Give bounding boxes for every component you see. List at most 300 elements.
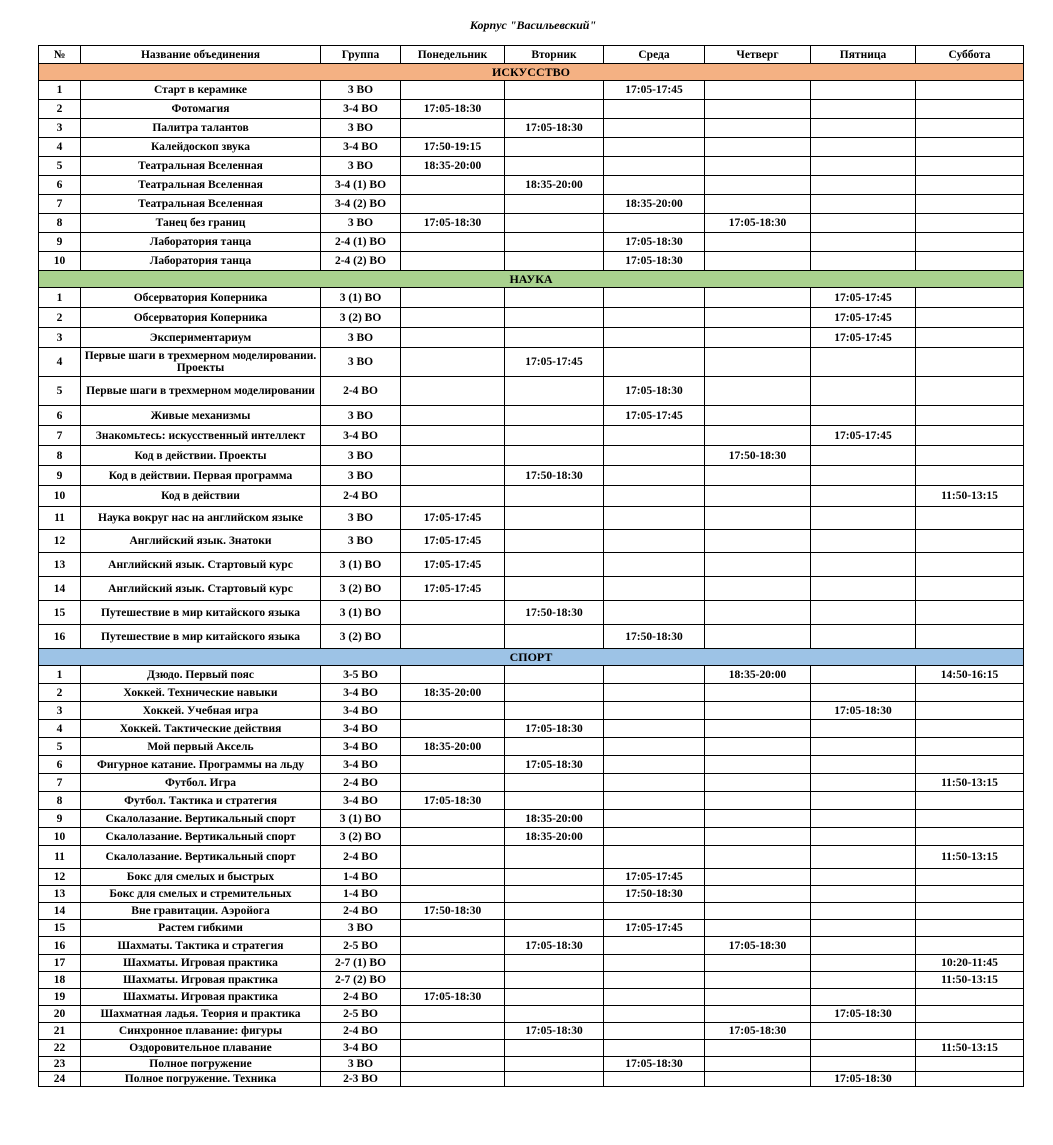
row-wednesday (604, 100, 705, 119)
row-saturday (916, 446, 1024, 466)
table-row (39, 989, 1024, 1006)
row-wednesday (604, 601, 705, 625)
row-tuesday (505, 214, 604, 233)
row-number: 15 (39, 920, 81, 937)
row-group: 2-5 ВО (321, 1006, 401, 1023)
row-name: Живые механизмы (81, 406, 321, 426)
table-row (39, 1023, 1024, 1040)
row-name: Код в действии (81, 486, 321, 507)
row-tuesday: 17:05-18:30 (505, 720, 604, 738)
table-row (39, 1072, 1024, 1087)
row-friday: 17:05-17:45 (811, 426, 916, 446)
row-monday: 17:05-18:30 (401, 792, 505, 810)
row-wednesday (604, 1006, 705, 1023)
row-saturday (916, 553, 1024, 577)
row-name: Шахматы. Игровая практика (81, 955, 321, 972)
row-monday (401, 406, 505, 426)
row-tuesday (505, 328, 604, 348)
row-monday: 17:05-18:30 (401, 100, 505, 119)
row-monday (401, 1006, 505, 1023)
row-number: 21 (39, 1023, 81, 1040)
row-number: 4 (39, 138, 81, 157)
row-number: 23 (39, 1057, 81, 1072)
row-group: 2-7 (1) ВО (321, 955, 401, 972)
header-name: Название объединения (81, 46, 321, 64)
row-wednesday (604, 756, 705, 774)
row-friday (811, 666, 916, 684)
row-number: 5 (39, 157, 81, 176)
row-friday (811, 903, 916, 920)
row-tuesday (505, 684, 604, 702)
row-wednesday (604, 955, 705, 972)
table-row (39, 486, 1024, 507)
row-name: Путешествие в мир китайского языка (81, 601, 321, 625)
row-wednesday: 17:05-18:30 (604, 377, 705, 406)
row-thursday (705, 288, 811, 308)
row-monday (401, 81, 505, 100)
row-saturday (916, 756, 1024, 774)
row-wednesday (604, 138, 705, 157)
row-friday (811, 601, 916, 625)
row-thursday (705, 377, 811, 406)
row-friday (811, 846, 916, 869)
row-thursday (705, 308, 811, 328)
row-name: Первые шаги в трехмерном моделировании. Проекты (81, 348, 321, 377)
row-saturday (916, 869, 1024, 886)
row-group: 1-4 ВО (321, 869, 401, 886)
row-group: 3 ВО (321, 157, 401, 176)
row-saturday (916, 601, 1024, 625)
row-number: 1 (39, 81, 81, 100)
table-row (39, 406, 1024, 426)
row-tuesday (505, 288, 604, 308)
row-monday (401, 288, 505, 308)
row-group: 3 ВО (321, 446, 401, 466)
row-wednesday (604, 702, 705, 720)
row-saturday (916, 195, 1024, 214)
row-wednesday: 17:05-17:45 (604, 869, 705, 886)
row-name: Полное погружение (81, 1057, 321, 1072)
section-header-sport (39, 649, 1024, 666)
row-number: 2 (39, 308, 81, 328)
row-friday: 17:05-17:45 (811, 308, 916, 328)
row-name: Футбол. Игра (81, 774, 321, 792)
row-name: Фигурное катание. Программы на льду (81, 756, 321, 774)
row-number: 3 (39, 119, 81, 138)
table-row (39, 738, 1024, 756)
schedule-body (39, 64, 1024, 1087)
row-group: 3 (1) ВО (321, 288, 401, 308)
header-wednesday: Среда (604, 46, 705, 64)
row-thursday (705, 138, 811, 157)
row-number: 2 (39, 100, 81, 119)
row-name: Калейдоскоп звука (81, 138, 321, 157)
row-saturday (916, 702, 1024, 720)
table-row (39, 774, 1024, 792)
row-friday: 17:05-18:30 (811, 1072, 916, 1087)
row-group: 3 ВО (321, 507, 401, 530)
row-wednesday (604, 176, 705, 195)
row-friday (811, 100, 916, 119)
row-monday (401, 920, 505, 937)
row-monday: 17:50-18:30 (401, 903, 505, 920)
row-tuesday (505, 738, 604, 756)
row-number: 1 (39, 666, 81, 684)
row-thursday (705, 738, 811, 756)
row-tuesday (505, 989, 604, 1006)
row-group: 3 (2) ВО (321, 577, 401, 601)
row-tuesday (505, 1040, 604, 1057)
row-thursday: 17:05-18:30 (705, 937, 811, 955)
row-number: 9 (39, 810, 81, 828)
row-tuesday: 17:50-18:30 (505, 466, 604, 486)
row-wednesday: 17:05-17:45 (604, 81, 705, 100)
row-tuesday (505, 406, 604, 426)
table-row (39, 792, 1024, 810)
row-friday: 17:05-18:30 (811, 702, 916, 720)
row-number: 4 (39, 720, 81, 738)
table-row (39, 426, 1024, 446)
row-tuesday: 17:05-18:30 (505, 1023, 604, 1040)
row-number: 8 (39, 446, 81, 466)
row-tuesday: 17:50-18:30 (505, 601, 604, 625)
row-friday (811, 738, 916, 756)
row-thursday (705, 466, 811, 486)
row-wednesday: 17:05-17:45 (604, 920, 705, 937)
table-row (39, 214, 1024, 233)
row-group: 3 (2) ВО (321, 828, 401, 846)
row-friday: 17:05-17:45 (811, 288, 916, 308)
row-tuesday (505, 577, 604, 601)
row-thursday (705, 507, 811, 530)
row-friday (811, 869, 916, 886)
row-monday (401, 720, 505, 738)
row-group: 3-4 ВО (321, 756, 401, 774)
row-saturday (916, 1006, 1024, 1023)
row-monday: 17:05-18:30 (401, 214, 505, 233)
row-number: 1 (39, 288, 81, 308)
row-group: 2-4 ВО (321, 903, 401, 920)
header-monday: Понедельник (401, 46, 505, 64)
row-group: 3 ВО (321, 1057, 401, 1072)
row-saturday (916, 507, 1024, 530)
row-tuesday (505, 195, 604, 214)
row-friday (811, 684, 916, 702)
row-saturday (916, 252, 1024, 271)
row-tuesday: 17:05-18:30 (505, 937, 604, 955)
row-wednesday (604, 792, 705, 810)
row-name: Лаборатория танца (81, 252, 321, 271)
table-row (39, 195, 1024, 214)
row-group: 3-4 ВО (321, 738, 401, 756)
section-header-art (39, 64, 1024, 81)
row-name: Дзюдо. Первый пояс (81, 666, 321, 684)
row-group: 3 ВО (321, 81, 401, 100)
row-saturday (916, 81, 1024, 100)
row-saturday (916, 1072, 1024, 1087)
row-name: Старт в керамике (81, 81, 321, 100)
row-thursday (705, 955, 811, 972)
row-name: Хоккей. Тактические действия (81, 720, 321, 738)
row-group: 3 ВО (321, 214, 401, 233)
row-name: Хоккей. Технические навыки (81, 684, 321, 702)
row-wednesday: 17:50-18:30 (604, 625, 705, 649)
row-friday (811, 828, 916, 846)
document-title: Корпус "Васильевский" (469, 18, 597, 32)
row-group: 2-5 ВО (321, 937, 401, 955)
row-number: 16 (39, 937, 81, 955)
row-monday (401, 308, 505, 328)
row-group: 3-4 ВО (321, 138, 401, 157)
row-monday (401, 252, 505, 271)
row-thursday (705, 406, 811, 426)
row-thursday (705, 328, 811, 348)
row-name: Театральная Вселенная (81, 176, 321, 195)
table-row (39, 81, 1024, 100)
row-friday (811, 577, 916, 601)
row-friday (811, 348, 916, 377)
row-saturday (916, 308, 1024, 328)
table-row (39, 530, 1024, 553)
row-group: 3-5 ВО (321, 666, 401, 684)
row-thursday (705, 989, 811, 1006)
table-row (39, 720, 1024, 738)
row-friday: 17:05-18:30 (811, 1006, 916, 1023)
table-row (39, 972, 1024, 989)
row-tuesday (505, 446, 604, 466)
row-wednesday (604, 972, 705, 989)
row-name: Бокс для смелых и быстрых (81, 869, 321, 886)
row-saturday (916, 530, 1024, 553)
row-monday (401, 774, 505, 792)
row-group: 2-4 ВО (321, 846, 401, 869)
row-monday: 18:35-20:00 (401, 738, 505, 756)
row-name: Фотомагия (81, 100, 321, 119)
row-friday (811, 756, 916, 774)
row-tuesday (505, 1057, 604, 1072)
row-friday (811, 553, 916, 577)
row-wednesday (604, 466, 705, 486)
row-monday (401, 601, 505, 625)
row-name: Шахматная ладья. Теория и практика (81, 1006, 321, 1023)
row-group: 3-4 ВО (321, 720, 401, 738)
row-saturday (916, 348, 1024, 377)
row-monday (401, 119, 505, 138)
row-tuesday (505, 1006, 604, 1023)
header-group: Группа (321, 46, 401, 64)
row-group: 3 (2) ВО (321, 308, 401, 328)
row-monday (401, 756, 505, 774)
row-group: 3 ВО (321, 119, 401, 138)
row-tuesday: 18:35-20:00 (505, 176, 604, 195)
row-tuesday (505, 81, 604, 100)
row-number: 5 (39, 377, 81, 406)
row-tuesday (505, 666, 604, 684)
table-row (39, 1006, 1024, 1023)
row-monday: 17:05-17:45 (401, 530, 505, 553)
row-monday: 18:35-20:00 (401, 157, 505, 176)
row-tuesday (505, 530, 604, 553)
row-name: Английский язык. Знатоки (81, 530, 321, 553)
row-name: Вне гравитации. Аэройога (81, 903, 321, 920)
row-monday (401, 328, 505, 348)
row-friday (811, 1057, 916, 1072)
row-monday: 17:05-18:30 (401, 989, 505, 1006)
row-number: 16 (39, 625, 81, 649)
row-tuesday (505, 507, 604, 530)
row-saturday (916, 684, 1024, 702)
row-wednesday (604, 1072, 705, 1087)
row-name: Театральная Вселенная (81, 157, 321, 176)
row-friday (811, 157, 916, 176)
row-monday (401, 176, 505, 195)
row-thursday (705, 553, 811, 577)
table-row (39, 252, 1024, 271)
row-thursday (705, 233, 811, 252)
row-monday: 18:35-20:00 (401, 684, 505, 702)
row-wednesday (604, 846, 705, 869)
section-title: ИСКУССТВО (39, 64, 1024, 81)
row-group: 3 ВО (321, 406, 401, 426)
row-group: 3-4 (2) ВО (321, 195, 401, 214)
row-thursday (705, 577, 811, 601)
row-number: 6 (39, 176, 81, 195)
row-number: 14 (39, 903, 81, 920)
row-name: Футбол. Тактика и стратегия (81, 792, 321, 810)
row-wednesday: 17:05-18:30 (604, 233, 705, 252)
row-friday (811, 195, 916, 214)
row-friday (811, 176, 916, 195)
row-friday (811, 920, 916, 937)
row-monday (401, 955, 505, 972)
row-thursday (705, 1006, 811, 1023)
table-row (39, 886, 1024, 903)
row-monday (401, 702, 505, 720)
row-group: 3 ВО (321, 328, 401, 348)
row-thursday: 17:50-18:30 (705, 446, 811, 466)
table-row (39, 176, 1024, 195)
row-number: 13 (39, 553, 81, 577)
row-name: Экспериментариум (81, 328, 321, 348)
row-monday (401, 426, 505, 446)
row-thursday (705, 886, 811, 903)
table-row (39, 138, 1024, 157)
row-name: Шахматы. Игровая практика (81, 972, 321, 989)
row-number: 18 (39, 972, 81, 989)
row-name: Палитра талантов (81, 119, 321, 138)
row-group: 3-4 ВО (321, 100, 401, 119)
row-friday (811, 486, 916, 507)
row-name: Первые шаги в трехмерном моделировании (81, 377, 321, 406)
row-name: Театральная Вселенная (81, 195, 321, 214)
row-monday (401, 233, 505, 252)
row-wednesday (604, 486, 705, 507)
row-group: 3 (1) ВО (321, 601, 401, 625)
row-friday (811, 233, 916, 252)
header-saturday: Суббота (916, 46, 1024, 64)
row-tuesday (505, 625, 604, 649)
row-saturday (916, 810, 1024, 828)
row-monday (401, 937, 505, 955)
row-wednesday (604, 666, 705, 684)
row-number: 11 (39, 507, 81, 530)
row-monday (401, 1072, 505, 1087)
table-row (39, 446, 1024, 466)
row-number: 11 (39, 846, 81, 869)
row-thursday: 18:35-20:00 (705, 666, 811, 684)
row-thursday (705, 684, 811, 702)
row-thursday (705, 530, 811, 553)
row-friday (811, 1040, 916, 1057)
section-title: НАУКА (39, 271, 1024, 288)
row-number: 10 (39, 828, 81, 846)
row-thursday (705, 792, 811, 810)
table-row (39, 869, 1024, 886)
row-wednesday (604, 214, 705, 233)
table-row (39, 577, 1024, 601)
section-header-sci (39, 271, 1024, 288)
row-group: 2-4 (1) ВО (321, 233, 401, 252)
row-friday (811, 406, 916, 426)
row-monday: 17:05-17:45 (401, 577, 505, 601)
row-friday (811, 810, 916, 828)
row-saturday (916, 920, 1024, 937)
row-saturday (916, 100, 1024, 119)
row-thursday (705, 1057, 811, 1072)
row-group: 1-4 ВО (321, 886, 401, 903)
row-wednesday (604, 308, 705, 328)
row-number: 24 (39, 1072, 81, 1087)
table-row (39, 601, 1024, 625)
row-monday (401, 446, 505, 466)
row-tuesday (505, 702, 604, 720)
row-saturday (916, 288, 1024, 308)
row-wednesday (604, 288, 705, 308)
row-name: Обсерватория Коперника (81, 288, 321, 308)
row-number: 12 (39, 530, 81, 553)
row-tuesday (505, 886, 604, 903)
row-number: 19 (39, 989, 81, 1006)
row-friday (811, 720, 916, 738)
row-thursday (705, 119, 811, 138)
row-thursday (705, 1072, 811, 1087)
row-number: 6 (39, 756, 81, 774)
row-thursday (705, 176, 811, 195)
row-thursday (705, 157, 811, 176)
row-friday (811, 446, 916, 466)
row-number: 12 (39, 869, 81, 886)
row-wednesday: 17:50-18:30 (604, 886, 705, 903)
row-number: 7 (39, 195, 81, 214)
header-tuesday: Вторник (505, 46, 604, 64)
row-thursday (705, 100, 811, 119)
row-group: 2-4 ВО (321, 486, 401, 507)
table-row (39, 233, 1024, 252)
row-wednesday (604, 530, 705, 553)
row-saturday: 11:50-13:15 (916, 1040, 1024, 1057)
row-group: 3 ВО (321, 466, 401, 486)
table-row (39, 846, 1024, 869)
row-wednesday (604, 553, 705, 577)
row-tuesday: 17:05-18:30 (505, 119, 604, 138)
row-saturday (916, 377, 1024, 406)
row-friday (811, 972, 916, 989)
table-row (39, 157, 1024, 176)
row-wednesday (604, 446, 705, 466)
row-group: 3 (2) ВО (321, 625, 401, 649)
row-thursday (705, 702, 811, 720)
row-group: 2-4 ВО (321, 1023, 401, 1040)
